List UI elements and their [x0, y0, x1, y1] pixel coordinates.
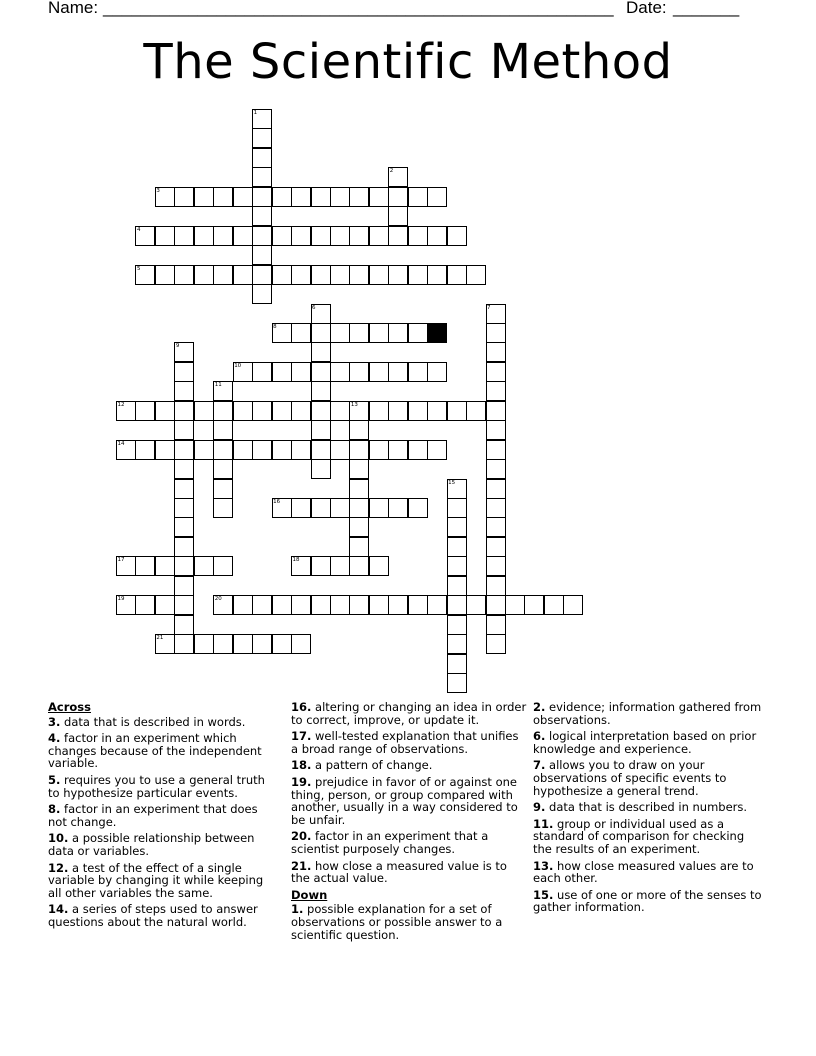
grid-cell[interactable]: [330, 401, 350, 421]
clue-number: 5: [136, 265, 141, 272]
grid-cell[interactable]: [213, 479, 233, 499]
grid-cell[interactable]: [349, 498, 369, 518]
grid-cell[interactable]: [252, 206, 272, 226]
clue: [533, 889, 765, 914]
clue: [291, 860, 527, 885]
grid-cell[interactable]: [408, 362, 428, 382]
clue-number-label: 20.: [291, 829, 312, 844]
grid-cell[interactable]: [447, 595, 467, 615]
clue: [533, 860, 765, 885]
grid-cell[interactable]: [252, 245, 272, 265]
grid-cell[interactable]: [330, 323, 350, 343]
clue: [48, 803, 276, 828]
clue-text: prejudice in favor of or against one thing, person, or group compared with another, usually in a way considered to be unfair.: [291, 774, 518, 827]
grid-cell[interactable]: [408, 440, 428, 460]
clue-text: well-tested explanation that unifies a broad range of observations.: [291, 729, 519, 756]
grid-cell[interactable]: [388, 187, 408, 207]
clue-number-label: 10.: [48, 831, 69, 846]
grid-cell[interactable]: [486, 323, 506, 343]
grid-cell[interactable]: [252, 401, 272, 421]
grid-cell[interactable]: [194, 440, 214, 460]
grid-cell[interactable]: [349, 517, 369, 537]
across-heading: Across: [48, 700, 91, 714]
grid-cell[interactable]: [427, 187, 447, 207]
clue-number: 20: [214, 596, 222, 603]
grid-cell[interactable]: [155, 401, 175, 421]
down-heading: Down: [291, 887, 328, 902]
page-title: The Scientific Method: [143, 34, 673, 90]
clue: [291, 730, 527, 755]
grid-cell[interactable]: [233, 634, 253, 654]
clue-number: 2: [389, 168, 394, 175]
grid-cell[interactable]: [311, 323, 331, 343]
grid-cell[interactable]: [466, 401, 486, 421]
grid-cell[interactable]: [388, 401, 408, 421]
clue-number: 4: [136, 226, 141, 233]
clue: [291, 903, 527, 941]
grid-cell[interactable]: [388, 323, 408, 343]
grid-cell[interactable]: [349, 265, 369, 285]
date-line[interactable]: _______: [673, 0, 740, 17]
grid-cell[interactable]: [135, 440, 155, 460]
grid-cell[interactable]: [174, 362, 194, 382]
grid-cell[interactable]: [174, 420, 194, 440]
grid-cell[interactable]: [213, 498, 233, 518]
grid-cell[interactable]: [252, 167, 272, 187]
grid-cell[interactable]: [213, 440, 233, 460]
grid-cell[interactable]: [174, 440, 194, 460]
grid-cell[interactable]: [174, 595, 194, 615]
clue: [291, 776, 527, 826]
grid-cell[interactable]: [330, 187, 350, 207]
clue: [48, 903, 276, 928]
grid-cell[interactable]: [174, 265, 194, 285]
grid-cell[interactable]: [369, 556, 389, 576]
grid-cell[interactable]: [272, 265, 292, 285]
grid-cell[interactable]: [213, 420, 233, 440]
grid-cell[interactable]: [427, 401, 447, 421]
grid-cell[interactable]: [311, 342, 331, 362]
clue-text: altering or changing an idea in order to correct, improve, or update it.: [291, 700, 527, 727]
clue-number: 16: [273, 499, 281, 505]
clue-text: a test of the effect of a single variable by changing it while keeping all other variables the same.: [48, 860, 264, 900]
grid-cell[interactable]: [291, 362, 311, 382]
grid-cell[interactable]: [486, 615, 506, 635]
grid-cell[interactable]: [388, 206, 408, 226]
grid-cell[interactable]: [213, 401, 233, 421]
clue-number: 15: [448, 479, 456, 486]
clue-number: 9: [175, 343, 180, 350]
clue-number-label: 1.: [291, 902, 304, 917]
grid-cell[interactable]: [213, 265, 233, 285]
grid-cell[interactable]: [311, 498, 331, 518]
grid-cell[interactable]: [174, 498, 194, 518]
clue-number-label: 8.: [48, 802, 61, 817]
grid-cell[interactable]: [174, 226, 194, 246]
grid-cell[interactable]: [447, 576, 467, 596]
grid-cell[interactable]: [486, 381, 506, 401]
clue-number: 12: [117, 401, 125, 408]
clue: [533, 730, 765, 755]
grid-cell[interactable]: [369, 498, 389, 518]
clue-number: 6: [312, 304, 316, 311]
grid-cell[interactable]: [174, 381, 194, 401]
clue-number-label: 7.: [533, 758, 546, 773]
grid-cell[interactable]: [349, 595, 369, 615]
grid-cell[interactable]: [135, 595, 155, 615]
clue: [48, 832, 276, 857]
grid-cell[interactable]: [408, 226, 428, 246]
grid-cell[interactable]: [524, 595, 544, 615]
grid-cell[interactable]: [213, 187, 233, 207]
clue-text: a series of steps used to answer questions about the natural world.: [48, 902, 258, 929]
grid-cell[interactable]: [486, 401, 506, 421]
grid-cell[interactable]: [486, 498, 506, 518]
grid-cell[interactable]: [174, 459, 194, 479]
clue-text: how close measured values are to each other.: [533, 858, 754, 886]
grid-cell[interactable]: [544, 595, 564, 615]
down-clue-list-2: [533, 701, 765, 914]
grid-cell[interactable]: [486, 537, 506, 557]
clue-text: factor in an experiment which changes because of the independent variable.: [48, 731, 262, 771]
clue-text: allows you to draw on your observations of specific events to hypothesize a general trend.: [533, 758, 727, 798]
name-line[interactable]: ______________________________________________________: [103, 0, 614, 17]
grid-cell[interactable]: [505, 595, 525, 615]
grid-cell[interactable]: [369, 187, 389, 207]
grid-cell[interactable]: [408, 498, 428, 518]
across-clue-list-1: [48, 716, 276, 929]
down-clue-list-1: [291, 903, 527, 941]
grid-cell[interactable]: [291, 498, 311, 518]
grid-cell[interactable]: [447, 498, 467, 518]
grid-cell[interactable]: [213, 226, 233, 246]
grid-cell[interactable]: [349, 323, 369, 343]
grid-cell[interactable]: [349, 459, 369, 479]
grid-cell[interactable]: [272, 440, 292, 460]
grid-cell[interactable]: [311, 265, 331, 285]
grid-cell[interactable]: [194, 401, 214, 421]
grid-cell[interactable]: [272, 595, 292, 615]
grid-cell[interactable]: [447, 673, 467, 693]
grid-cell[interactable]: [388, 226, 408, 246]
grid-cell[interactable]: [291, 401, 311, 421]
clue-number-label: 6.: [533, 729, 546, 744]
grid-cell[interactable]: [272, 187, 292, 207]
grid-cell[interactable]: [233, 265, 253, 285]
clue-number: 17: [117, 557, 125, 564]
grid-cell[interactable]: [233, 187, 253, 207]
clues-down-column-3: [533, 701, 765, 918]
grid-cell[interactable]: [486, 634, 506, 654]
grid-cell[interactable]: [252, 284, 272, 304]
clue-number: 11: [214, 382, 222, 389]
grid-cell[interactable]: [311, 595, 331, 615]
date-label: Date:: [626, 0, 667, 17]
grid-cell[interactable]: [155, 556, 175, 576]
grid-cell[interactable]: [252, 265, 272, 285]
grid-cell[interactable]: [486, 440, 506, 460]
grid-cell[interactable]: [213, 634, 233, 654]
clue-number-label: 3.: [48, 714, 61, 729]
grid-cell[interactable]: [252, 148, 272, 168]
grid-cell[interactable]: [388, 265, 408, 285]
grid-cell[interactable]: [330, 498, 350, 518]
grid-cell[interactable]: [330, 362, 350, 382]
grid-cell[interactable]: [427, 265, 447, 285]
grid-cell[interactable]: [563, 595, 583, 615]
clues-across-column-1: [48, 701, 276, 933]
grid-cell[interactable]: [194, 187, 214, 207]
grid-cell[interactable]: [466, 595, 486, 615]
grid-cell[interactable]: [369, 323, 389, 343]
grid-cell[interactable]: [369, 265, 389, 285]
grid-cell[interactable]: [349, 187, 369, 207]
grid-cell[interactable]: [252, 595, 272, 615]
clue-number-label: 17.: [291, 729, 312, 744]
clue-text: group or individual used as a standard of comparison for checking the results of an experiment.: [533, 816, 745, 856]
grid-cell[interactable]: [174, 615, 194, 635]
clue-text: factor in an experiment that does not change.: [48, 802, 258, 829]
grid-cell[interactable]: [194, 265, 214, 285]
grid-cell[interactable]: [486, 479, 506, 499]
grid-cell[interactable]: [427, 440, 447, 460]
clue-number-label: 13.: [533, 858, 554, 873]
grid-cell[interactable]: [349, 420, 369, 440]
grid-cell[interactable]: [388, 440, 408, 460]
grid-cell[interactable]: [233, 401, 253, 421]
clue-number: 21: [156, 635, 164, 642]
clue: [48, 862, 276, 900]
grid-cell[interactable]: [388, 362, 408, 382]
grid-cell[interactable]: [369, 595, 389, 615]
clue-number-label: 21.: [291, 858, 312, 873]
clue-number: 13: [350, 401, 358, 408]
grid-cell[interactable]: [447, 537, 467, 557]
grid-cell[interactable]: [272, 634, 292, 654]
grid-cell[interactable]: [311, 459, 331, 479]
clue-text: data that is described in words.: [60, 714, 246, 729]
grid-cell[interactable]: [369, 440, 389, 460]
clue-number-label: 4.: [48, 731, 61, 746]
grid-cell[interactable]: [447, 615, 467, 635]
grid-cell[interactable]: [135, 556, 155, 576]
clue-number-label: 14.: [48, 902, 69, 917]
grid-cell[interactable]: [252, 128, 272, 148]
grid-cell[interactable]: [349, 537, 369, 557]
grid-cell[interactable]: [233, 440, 253, 460]
grid-cell[interactable]: [408, 401, 428, 421]
clue-number: 14: [117, 440, 125, 447]
grid-cell[interactable]: [466, 265, 486, 285]
clue: [291, 830, 527, 855]
grid-cell[interactable]: [155, 226, 175, 246]
grid-cell[interactable]: [369, 401, 389, 421]
grid-cell[interactable]: [486, 517, 506, 537]
grid-cell[interactable]: [194, 556, 214, 576]
grid-cell[interactable]: [408, 595, 428, 615]
clue-number: 8: [273, 323, 277, 330]
clue-text: requires you to use a general truth to hypothesize particular events.: [48, 772, 265, 800]
clue-number: 1: [253, 110, 258, 116]
grid-cell[interactable]: [174, 401, 194, 421]
grid-cell[interactable]: [408, 187, 428, 207]
grid-cell[interactable]: [447, 634, 467, 654]
grid-cell[interactable]: [311, 420, 331, 440]
grid-cell[interactable]: [291, 440, 311, 460]
clue-number-label: 2.: [533, 700, 546, 714]
grid-cell[interactable]: [447, 401, 467, 421]
clue-number-label: 11.: [533, 816, 554, 831]
clue-number: 19: [117, 596, 125, 603]
grid-cell[interactable]: [291, 595, 311, 615]
grid-cell[interactable]: [349, 556, 369, 576]
grid-cell[interactable]: [291, 265, 311, 285]
grid-cell[interactable]: [408, 323, 428, 343]
clue-text: data that is described in numbers.: [545, 800, 748, 815]
clue-number: 7: [487, 304, 491, 311]
clue: [48, 732, 276, 770]
clue-number-label: 15.: [533, 887, 554, 902]
grid-cell[interactable]: [349, 362, 369, 382]
grid-cell[interactable]: [388, 498, 408, 518]
clue-text: use of one or more of the senses to gather information.: [533, 887, 762, 915]
clue-number-label: 16.: [291, 700, 312, 714]
grid-cell[interactable]: [486, 595, 506, 615]
clues-column-2: [291, 701, 527, 945]
name-label: Name:: [48, 0, 99, 17]
grid-cell[interactable]: [486, 459, 506, 479]
grid-cell[interactable]: [291, 187, 311, 207]
clue: [533, 701, 765, 726]
grid-cell[interactable]: [272, 401, 292, 421]
grid-cell[interactable]: [447, 654, 467, 674]
grid-cell[interactable]: [330, 226, 350, 246]
grid-cell[interactable]: [311, 226, 331, 246]
grid-cell[interactable]: [174, 556, 194, 576]
grid-cell[interactable]: [330, 440, 350, 460]
grid-cell[interactable]: [486, 342, 506, 362]
clue: [533, 801, 765, 814]
grid-cell[interactable]: [311, 556, 331, 576]
grid-cell[interactable]: [447, 265, 467, 285]
grid-cell[interactable]: [349, 226, 369, 246]
clue-number: 10: [234, 362, 242, 369]
grid-cell[interactable]: [486, 576, 506, 596]
grid-cell[interactable]: [447, 556, 467, 576]
clue-number-label: 9.: [533, 800, 546, 815]
grid-cell[interactable]: [486, 556, 506, 576]
grid-cell[interactable]: [369, 362, 389, 382]
grid-cell[interactable]: [330, 265, 350, 285]
grid-cell[interactable]: [311, 187, 331, 207]
grid-cell[interactable]: [155, 265, 175, 285]
grid-cell[interactable]: [233, 595, 253, 615]
clue-number-label: 19.: [291, 774, 312, 789]
grid-cell[interactable]: [291, 226, 311, 246]
clue-text: a possible relationship between data or variables.: [48, 831, 255, 858]
clue: [48, 716, 276, 729]
grid-cell[interactable]: [427, 595, 447, 615]
grid-cell[interactable]: [272, 362, 292, 382]
grid-cell[interactable]: [311, 440, 331, 460]
grid-cell[interactable]: [174, 187, 194, 207]
clue-number: 3: [156, 187, 160, 194]
grid-cell[interactable]: [427, 362, 447, 382]
grid-cell[interactable]: [447, 226, 467, 246]
grid-cell[interactable]: [194, 226, 214, 246]
grid-cell[interactable]: [349, 479, 369, 499]
grid-cell[interactable]: [174, 537, 194, 557]
across-clue-list-2: [291, 701, 527, 885]
black-square: [427, 323, 447, 343]
clue-number-label: 5.: [48, 772, 61, 787]
grid-cell[interactable]: [233, 226, 253, 246]
grid-cell[interactable]: [252, 187, 272, 207]
grid-cell[interactable]: [252, 362, 272, 382]
grid-cell[interactable]: [486, 362, 506, 382]
grid-cell[interactable]: [272, 226, 292, 246]
grid-cell[interactable]: [311, 381, 331, 401]
grid-cell[interactable]: [155, 595, 175, 615]
grid-cell[interactable]: [252, 634, 272, 654]
clue-text: factor in an experiment that a scientist purposely changes.: [291, 829, 489, 856]
clue-text: evidence; information gathered from observations.: [533, 700, 762, 727]
clue: [533, 759, 765, 797]
grid-cell[interactable]: [330, 595, 350, 615]
grid-cell[interactable]: [135, 401, 155, 421]
grid-cell[interactable]: [155, 440, 175, 460]
grid-cell[interactable]: [291, 634, 311, 654]
grid-cell[interactable]: [311, 362, 331, 382]
clue: [533, 818, 765, 856]
grid-cell[interactable]: [330, 556, 350, 576]
clue-number: 18: [292, 557, 300, 564]
clue: [48, 774, 276, 799]
grid-cell[interactable]: [194, 634, 214, 654]
clue-number-label: 12.: [48, 860, 69, 875]
clue: [291, 701, 527, 726]
grid-cell[interactable]: [291, 323, 311, 343]
grid-cell[interactable]: [213, 459, 233, 479]
grid-cell[interactable]: [174, 634, 194, 654]
grid-cell[interactable]: [447, 517, 467, 537]
grid-cell[interactable]: [408, 265, 428, 285]
grid-cell[interactable]: [311, 401, 331, 421]
clue: [291, 759, 527, 772]
grid-cell[interactable]: [174, 576, 194, 596]
grid-cell[interactable]: [174, 479, 194, 499]
grid-cell[interactable]: [252, 440, 272, 460]
grid-cell[interactable]: [349, 440, 369, 460]
grid-cell[interactable]: [486, 420, 506, 440]
grid-cell[interactable]: [252, 226, 272, 246]
grid-cell[interactable]: [388, 595, 408, 615]
grid-cell[interactable]: [369, 226, 389, 246]
clue-text: how close a measured value is to the actual value.: [291, 858, 507, 886]
clue-text: logical interpretation based on prior knowledge and experience.: [533, 729, 757, 756]
grid-cell[interactable]: [174, 517, 194, 537]
grid-cell[interactable]: [213, 556, 233, 576]
clue-text: a pattern of change.: [311, 758, 433, 773]
clue-number-label: 18.: [291, 758, 312, 773]
clue-text: possible explanation for a set of observations or possible answer to a scientific question.: [291, 902, 503, 942]
grid-cell[interactable]: [427, 226, 447, 246]
